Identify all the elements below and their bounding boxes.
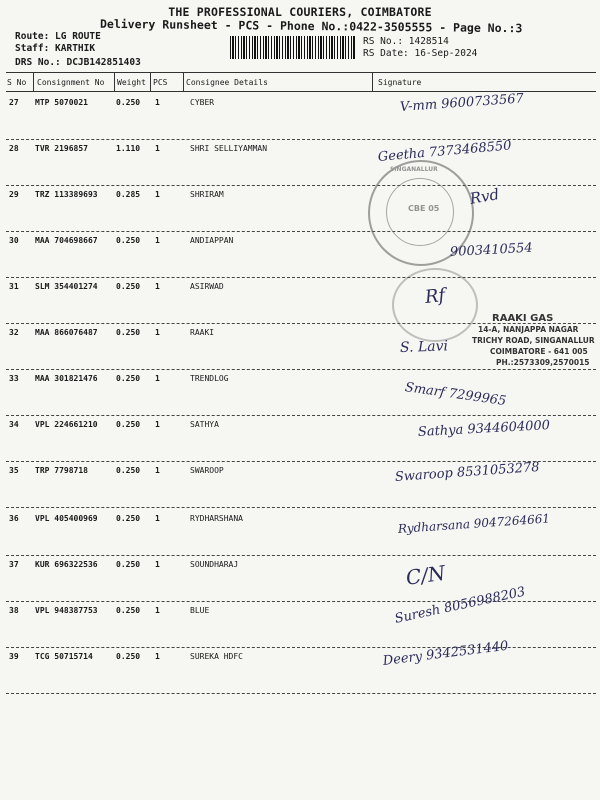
row-weight: 0.250 [116,514,141,523]
row-weight: 0.250 [116,236,141,245]
route-label: Route: LG ROUTE [15,31,101,42]
row-sno: 31 [9,282,19,291]
row-divider [6,185,596,186]
row-pcs: 1 [155,98,160,107]
row-consignment: TCG 50715714 [35,652,93,661]
row-pcs: 1 [155,560,160,569]
row-consignee: RYDHARSHANA [190,514,243,523]
row-weight: 1.110 [116,144,141,153]
row-consignee: SOUNDHARAJ [190,560,239,569]
table-row [0,652,600,698]
row-consignment: TRZ 113389693 [35,190,98,199]
row-consignment: KUR 696322536 [35,560,98,569]
col-header-pcs: PCS [153,78,168,87]
signature: Swaroop 8531053278 [394,459,540,485]
row-sno: 38 [9,606,19,615]
gas-stamp-line1: 14-A, NANJAPPA NAGAR [478,325,579,334]
column-divider [183,73,184,92]
signature: Suresh 8056988203 [393,584,527,627]
signature: Geetha 7373468550 [377,138,513,165]
row-weight: 0.285 [116,190,141,199]
row-consignee: SHRIRAM [190,190,224,199]
column-divider [33,73,34,92]
courier-stamp-ring-text: SINGANALLUR [390,166,438,173]
company-title: THE PROFESSIONAL COURIERS, COIMBATORE [168,5,432,19]
gas-stamp-name: RAAKI GAS [492,313,554,324]
row-sno: 29 [9,190,19,199]
gas-stamp-line2: TRICHY ROAD, SINGANALLUR [472,336,595,345]
gas-stamp-line3: COIMBATORE - 641 005 [490,347,588,356]
signature: C/N [404,560,447,590]
signature: Sathya 9344604000 [417,418,551,440]
rs-date: RS Date: 16-Sep-2024 [363,48,478,59]
row-pcs: 1 [155,466,160,475]
row-sno: 37 [9,560,19,569]
table-row [0,606,600,652]
row-consignment: VPL 948387753 [35,606,98,615]
col-header-consignment: Consignment No [37,78,105,87]
row-sno: 35 [9,466,19,475]
row-consignment: TRP 7798718 [35,466,88,475]
header-top-rule [6,72,596,73]
row-sno: 33 [9,374,19,383]
row-sno: 34 [9,420,19,429]
row-weight: 0.250 [116,466,141,475]
signature: Rydharsana 9047264661 [397,511,551,536]
row-consignee: SUREKA HDFC [190,652,243,661]
row-pcs: 1 [155,606,160,615]
row-sno: 30 [9,236,19,245]
drs-number: DRS No.: DCJB142851403 [15,57,141,68]
row-pcs: 1 [155,420,160,429]
row-sno: 39 [9,652,19,661]
signature: 9003410554 [449,240,533,260]
courier-stamp-label: CBE 05 [408,204,440,213]
table-row [0,374,600,420]
row-sno: 27 [9,98,19,107]
row-consignment: VPL 405400969 [35,514,98,523]
row-pcs: 1 [155,144,160,153]
row-divider [6,507,596,508]
row-weight: 0.250 [116,98,141,107]
signature: Rf [423,284,447,308]
col-header-consignee: Consignee Details [186,78,268,87]
row-pcs: 1 [155,282,160,291]
row-divider [6,555,596,556]
col-header-signature: Signature [378,78,422,87]
signature: V-mm 9600733567 [399,91,525,115]
row-pcs: 1 [155,236,160,245]
row-weight: 0.250 [116,420,141,429]
row-consignee: ASIRWAD [190,282,224,291]
row-consignee: RAAKI [190,328,215,337]
row-consignee: SWAROOP [190,466,224,475]
col-header-sno: S No [7,78,27,87]
row-consignee: SHRI SELLIYAMMAN [190,144,268,153]
row-consignment: MAA 866076487 [35,328,98,337]
row-consignment: MAA 704698667 [35,236,98,245]
row-sno: 28 [9,144,19,153]
table-row [0,190,600,236]
row-weight: 0.250 [116,328,141,337]
col-header-weight: Weight [117,78,146,87]
row-divider [6,231,596,232]
row-pcs: 1 [155,652,160,661]
row-consignment: MAA 301821476 [35,374,98,383]
row-consignment: MTP 5070021 [35,98,88,107]
row-weight: 0.250 [116,606,141,615]
row-pcs: 1 [155,328,160,337]
row-pcs: 1 [155,514,160,523]
row-sno: 32 [9,328,19,337]
column-divider [114,73,115,92]
row-consignment: TVR 2196857 [35,144,88,153]
row-consignment: VPL 224661210 [35,420,98,429]
row-sno: 36 [9,514,19,523]
row-weight: 0.250 [116,374,141,383]
column-divider [150,73,151,92]
row-consignee: SATHYA [190,420,219,429]
row-consignee: ANDIAPPAN [190,236,234,245]
column-divider [372,73,373,92]
signature: Deery 9342531440 [382,638,510,669]
row-pcs: 1 [155,190,160,199]
rs-number: RS No.: 1428514 [363,36,449,47]
row-consignee: CYBER [190,98,215,107]
row-consignee: TRENDLOG [190,374,229,383]
signature: S. Lavi [399,338,449,356]
signature: Smarf 7299965 [403,380,508,410]
row-consignment: SLM 354401274 [35,282,98,291]
row-divider [6,415,596,416]
row-pcs: 1 [155,374,160,383]
signature: Rvd [468,185,501,208]
row-consignee: BLUE [190,606,210,615]
row-divider [6,369,596,370]
barcode [230,36,355,59]
row-weight: 0.250 [116,560,141,569]
row-divider [6,693,596,694]
staff-label: Staff: KARTHIK [15,43,96,54]
gas-stamp-phone: PH.:2573309,2570015 [496,358,590,367]
row-weight: 0.250 [116,282,141,291]
row-weight: 0.250 [116,652,141,661]
runsheet-subtitle: Delivery Runsheet - PCS - Phone No.:0422-3505555 - Page No.:3 [99,16,523,36]
row-divider [6,277,596,278]
